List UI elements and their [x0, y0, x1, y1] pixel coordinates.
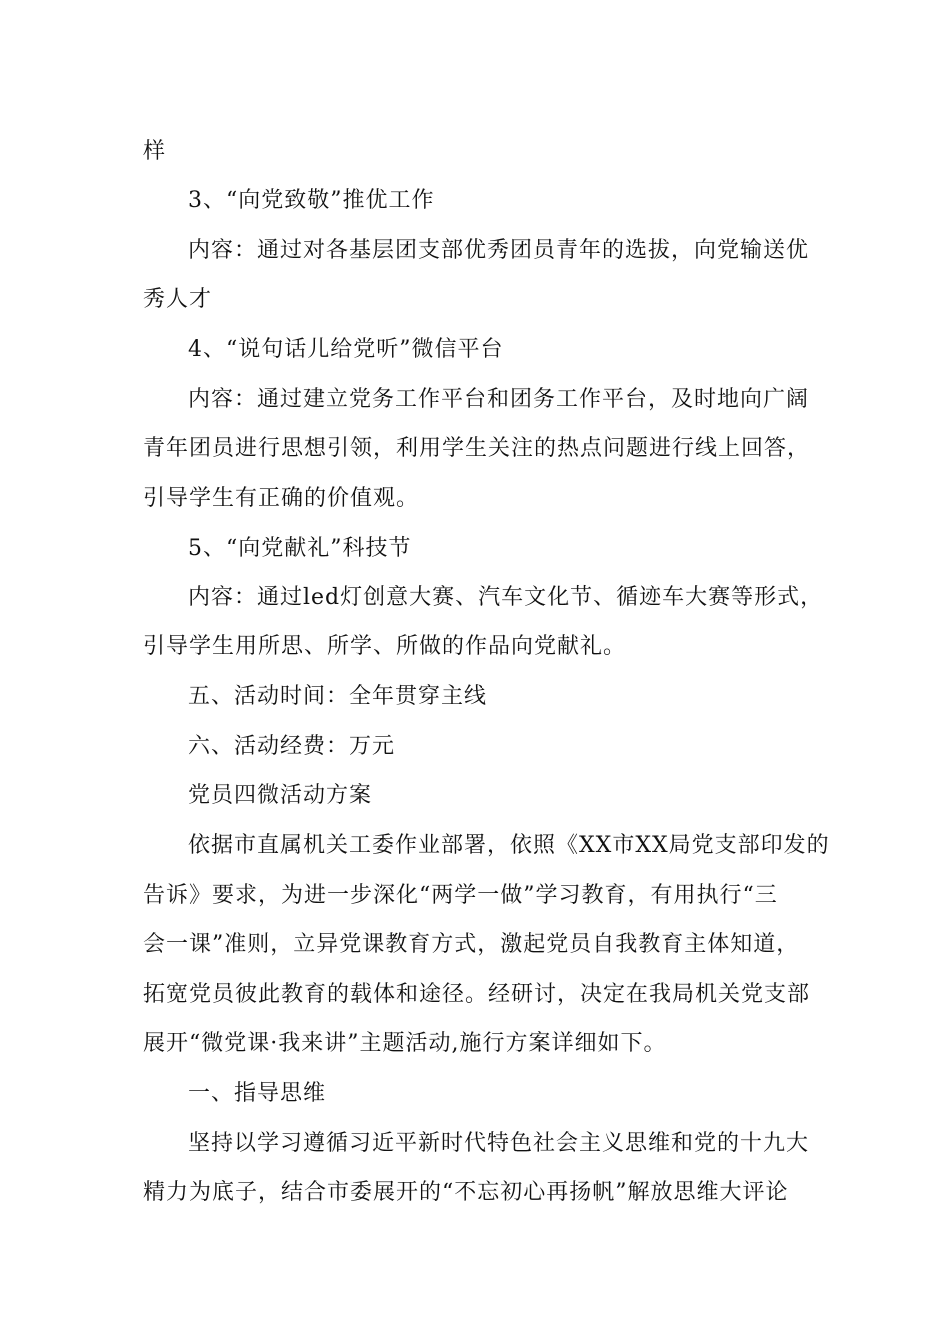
- section-heading: 4、“说句话儿给党听”微信平台: [188, 337, 504, 362]
- text-line: 内容：通过led灯创意大赛、汽车文化节、循迹车大赛等形式，: [188, 585, 824, 610]
- section-heading: 5、“向党献礼”科技节: [188, 536, 412, 561]
- text-line: 会一课”准则，立异党课教育方式，激起党员自我教育主体知道，: [143, 932, 800, 957]
- text-line: 引导学生有正确的价值观。: [143, 486, 420, 511]
- text-line: 展开“微党课·我来讲”主题活动,施行方案详细如下。: [143, 1031, 667, 1056]
- section-heading: 五、活动时间：全年贯穿主线: [188, 684, 488, 709]
- section-heading: 六、活动经费：万元: [188, 734, 396, 759]
- text-line: 引导学生用所思、所学、所做的作品向党献礼。: [143, 634, 627, 659]
- text-line: 秀人才: [143, 287, 213, 312]
- section-heading: 3、“向党致敬”推优工作: [188, 188, 435, 213]
- text-line: 坚持以学习遵循习近平新时代特色社会主义思维和党的十九大: [188, 1131, 810, 1156]
- text-line: 依据市直属机关工委作业部署，依照《XX市XX局党支部印发的: [188, 833, 830, 858]
- text-line: 内容：通过对各基层团支部优秀团员青年的选拔，向党输送优: [188, 238, 810, 263]
- section-heading: 一、指导思维: [188, 1081, 327, 1106]
- text-line: 告诉》要求，为进一步深化“两学一做”学习教育，有用执行“三: [143, 883, 778, 908]
- document-title: 党员四微活动方案: [188, 783, 373, 808]
- text-line: 内容：通过建立党务工作平台和团务工作平台，及时地向广阔: [188, 387, 810, 412]
- text-line: 青年团员进行思想引领，利用学生关注的热点问题进行线上回答，: [143, 436, 811, 461]
- text-line: 精力为底子，结合市委展开的“不忘初心再扬帆”解放思维大评论: [143, 1180, 789, 1205]
- text-line: 拓宽党员彼此教育的载体和途径。经研讨，决定在我局机关党支部: [143, 982, 811, 1007]
- text-line: 样: [143, 139, 167, 164]
